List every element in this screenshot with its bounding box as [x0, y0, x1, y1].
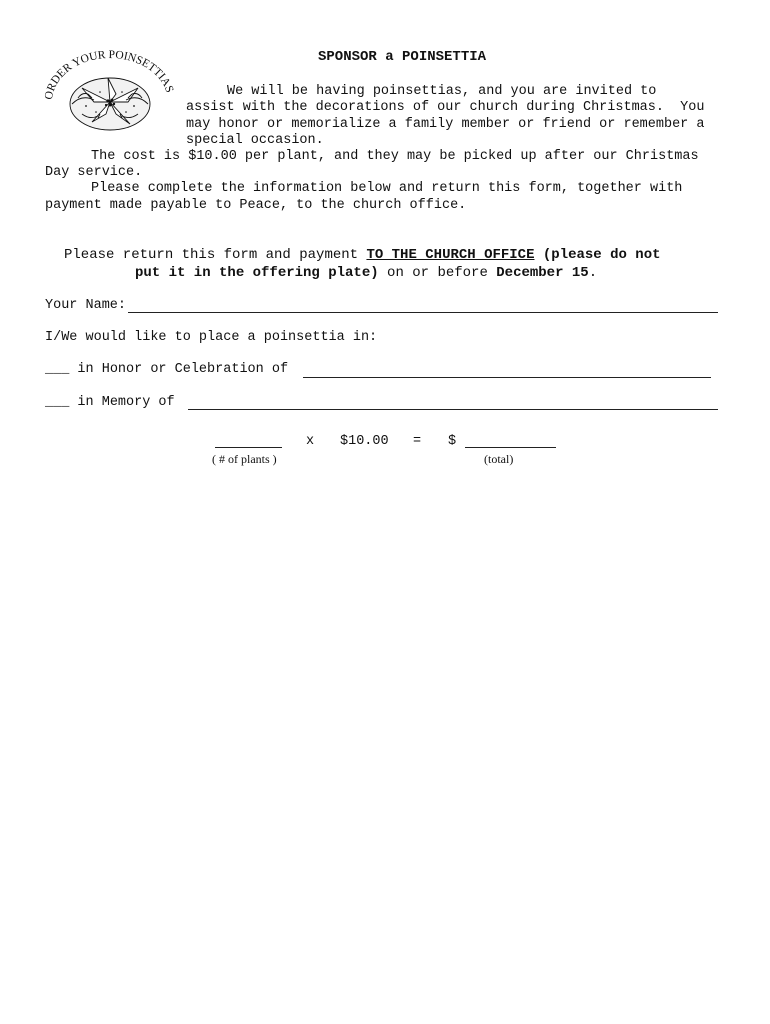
plants-caption: ( # of plants ): [212, 452, 277, 466]
place-label: I/We would like to place a poinsettia in:: [45, 330, 378, 345]
memory-name-field[interactable]: [188, 409, 718, 410]
logo-arc-text: ORDER YOUR POINSETTIAS: [42, 48, 176, 101]
return-note-pre: Please return this form and payment: [64, 247, 367, 263]
poinsettia-logo-icon: [42, 44, 176, 138]
memory-label: in Memory of: [69, 395, 183, 410]
cost-line-1: The cost is $10.00 per plant, and they may be picked up after our Christmas: [91, 149, 699, 164]
honor-name-field[interactable]: [303, 377, 711, 378]
page-title: SPONSOR a POINSETTIA: [318, 49, 487, 65]
complete-line-1: Please complete the information below and return this form, together with: [91, 181, 683, 196]
offering-plate-note: put it in the offering plate): [135, 265, 379, 281]
intro-line-2: assist with the decorations of our church during Christmas. You: [186, 100, 705, 115]
name-field[interactable]: [128, 312, 718, 313]
price-per-plant: $10.00: [340, 434, 389, 449]
total-field[interactable]: [465, 447, 556, 448]
total-caption: (total): [484, 452, 514, 466]
return-note-paren: (please do not: [534, 247, 661, 263]
return-note-mid: on or before: [378, 265, 497, 281]
church-office-emphasis: TO THE CHURCH OFFICE: [366, 247, 535, 263]
return-note-line-2: [135, 265, 597, 282]
dollar-sign: $: [448, 434, 457, 449]
memory-checkbox[interactable]: ___: [45, 395, 70, 410]
deadline-date: December 15: [496, 265, 589, 281]
complete-line-2: payment made payable to Peace, to the church office.: [45, 198, 467, 213]
return-note-end: .: [588, 265, 598, 281]
honor-row: [45, 362, 296, 379]
memory-row: [45, 395, 183, 412]
plants-count-field[interactable]: [215, 447, 282, 448]
cost-line-2: Day service.: [45, 165, 143, 180]
honor-checkbox[interactable]: ___: [45, 362, 70, 377]
honor-label: in Honor or Celebration of: [69, 362, 297, 377]
times-sign: x: [306, 434, 315, 449]
intro-line-3: may honor or memorialize a family member or friend or remember a: [186, 117, 705, 132]
equals-sign: =: [413, 434, 422, 449]
return-note-line-1: [64, 247, 661, 264]
intro-line-4: special occasion.: [186, 133, 324, 148]
name-label: Your Name:: [45, 298, 127, 313]
intro-line-1: We will be having poinsettias, and you are invited to: [227, 84, 657, 99]
